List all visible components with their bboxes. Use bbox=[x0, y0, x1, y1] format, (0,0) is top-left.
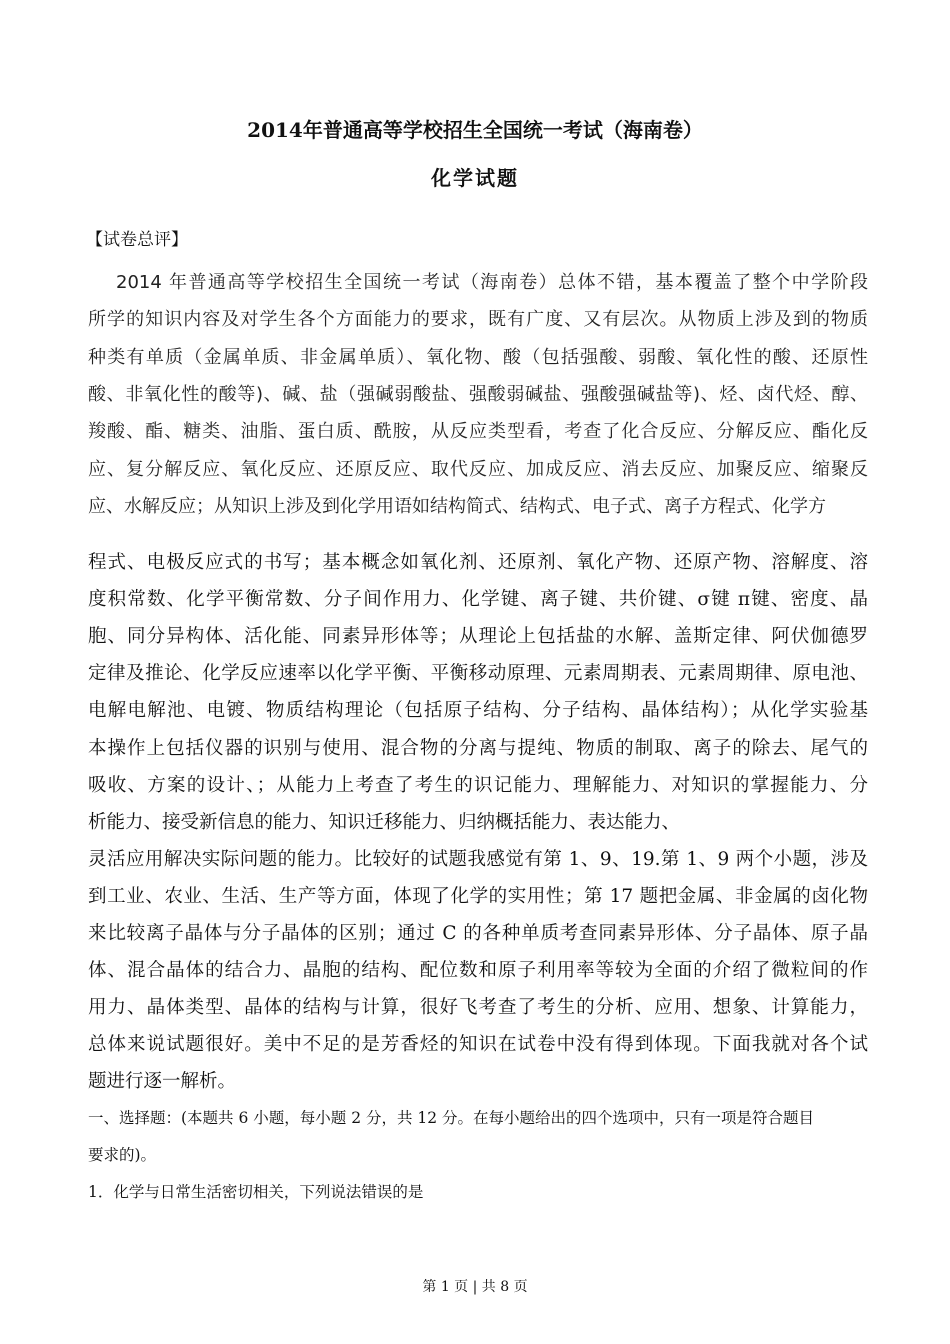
section-instructions-line2: 要求的)。 bbox=[88, 1146, 157, 1164]
paragraph-line: 种类有单质（金属单质、非金属单质）、氧化物、酸（包括强酸、弱酸、氧化性的酸、还原性 bbox=[88, 347, 868, 368]
paragraph-line: 定律及推论、化学反应速率以化学平衡、平衡移动原理、元素周期表、元素周期律、原电池、 bbox=[88, 663, 868, 684]
paragraph-line: 酸、非氧化性的酸等)、碱、盐（强碱弱酸盐、强酸弱碱盐、强酸强碱盐等)、烃、卤代烃、醇、 bbox=[88, 384, 868, 405]
paragraph-line: 程式、电极反应式的书写；基本概念如氧化剂、还原剂、氧化产物、还原产物、溶解度、溶 bbox=[88, 552, 868, 573]
paragraph-line: 应、复分解反应、氧化反应、还原反应、取代反应、加成反应、消去反应、加聚反应、缩聚反 bbox=[88, 459, 868, 480]
paragraph-line: 应、水解反应；从知识上涉及到化学用语如结构简式、结构式、电子式、离子方程式、化学方 bbox=[88, 496, 826, 517]
paragraph-line: 总体来说试题很好。美中不足的是芳香烃的知识在试卷中没有得到体现。下面我就对各个试 bbox=[88, 1034, 868, 1055]
paragraph-line: 2014 年普通高等学校招生全国统一考试（海南卷）总体不错，基本覆盖了整个中学阶段 bbox=[116, 272, 868, 293]
document-subtitle: 化学试题 bbox=[431, 166, 519, 190]
paragraph-line: 电解电解池、电镀、物质结构理论（包括原子结构、分子结构、晶体结构）；从化学实验基 bbox=[88, 700, 868, 721]
paragraph-line: 题进行逐一解析。 bbox=[88, 1071, 237, 1092]
section-instructions-line1: 一、选择题：(本题共 6 小题，每小题 2 分，共 12 分。在每小题给出的四个选项中，只有一项是符合题目 bbox=[88, 1109, 815, 1127]
review-heading: 【试卷总评】 bbox=[86, 230, 188, 250]
paragraph-line: 用力、晶体类型、晶体的结构与计算，很好飞考查了考生的分析、应用、想象、计算能力， bbox=[88, 997, 868, 1018]
paragraph-line: 度积常数、化学平衡常数、分子间作用力、化学键、离子键、共价键、σ键 π键、密度、晶 bbox=[88, 589, 868, 610]
paragraph-line: 吸收、方案的设计、；从能力上考查了考生的识记能力、理解能力、对知识的掌握能力、分 bbox=[88, 775, 868, 796]
question-1: 1．化学与日常生活密切相关，下列说法错误的是 bbox=[88, 1183, 424, 1201]
paragraph-line: 羧酸、酯、糖类、油脂、蛋白质、酰胺，从反应类型看，考查了化合反应、分解反应、酯化反 bbox=[88, 421, 868, 442]
paragraph-line: 灵活应用解决实际问题的能力。比较好的试题我感觉有第 1、9、19.第 1、9 两个小题，涉及 bbox=[88, 849, 868, 870]
paragraph-line: 所学的知识内容及对学生各个方面能力的要求，既有广度、又有层次。从物质上涉及到的物质 bbox=[88, 309, 868, 330]
paragraph-line: 析能力、接受新信息的能力、知识迁移能力、归纳概括能力、表达能力、 bbox=[88, 812, 681, 833]
page-footer: 第 1 页 | 共 8 页 bbox=[422, 1279, 528, 1295]
document-title: 2014年普通高等学校招生全国统一考试（海南卷） bbox=[247, 118, 703, 142]
paragraph-line: 来比较离子晶体与分子晶体的区别；通过 C 的各种单质考查同素异形体、分子晶体、原子晶 bbox=[88, 923, 868, 944]
paragraph-line: 胞、同分异构体、活化能、同素异形体等；从理论上包括盐的水解、盖斯定律、阿伏伽德罗 bbox=[88, 626, 868, 647]
paragraph-line: 到工业、农业、生活、生产等方面，体现了化学的实用性；第 17 题把金属、非金属的卤化物 bbox=[88, 886, 868, 907]
paragraph-line: 本操作上包括仪器的识别与使用、混合物的分离与提纯、物质的制取、离子的除去、尾气的 bbox=[88, 738, 868, 759]
paragraph-line: 体、混合晶体的结合力、晶胞的结构、配位数和原子利用率等较为全面的介绍了微粒间的作 bbox=[88, 960, 868, 981]
